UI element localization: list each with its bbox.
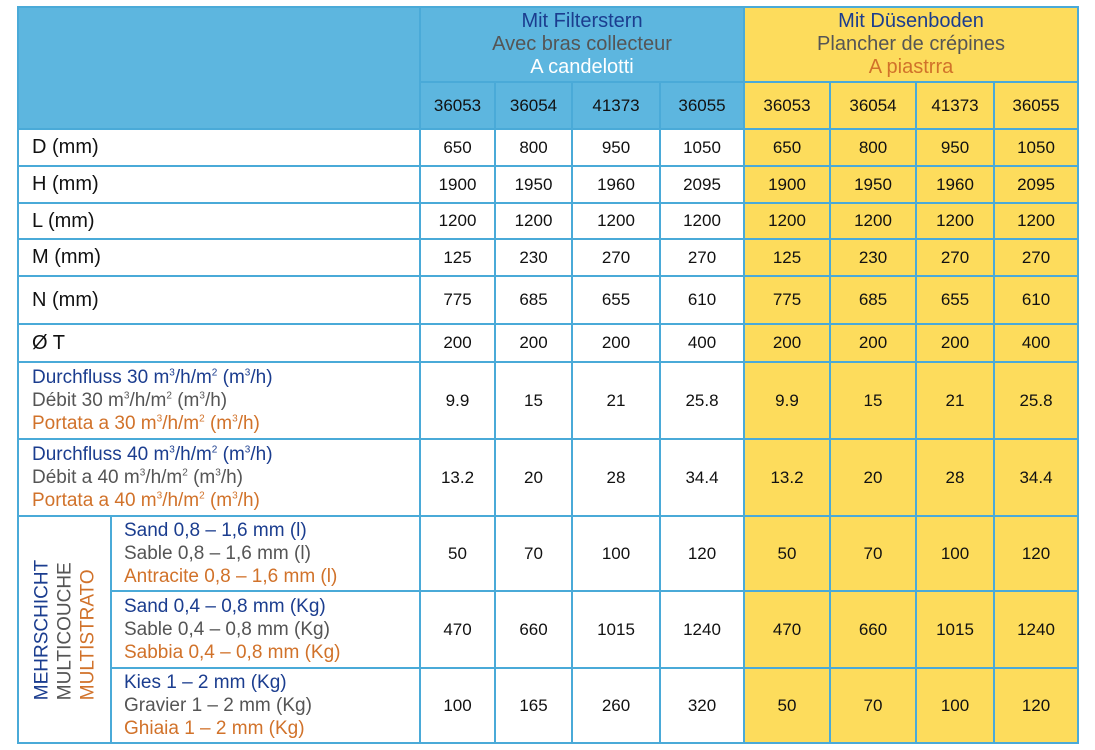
header-group-row: [18, 7, 1078, 82]
table-row: [18, 239, 1078, 276]
row-label: L (mm): [18, 203, 420, 239]
table-cell: 1050: [994, 129, 1078, 166]
row-label: H (mm): [18, 166, 420, 203]
table-cell: 200: [572, 324, 660, 362]
table-cell: 21: [572, 362, 660, 439]
table-cell: 200: [420, 324, 495, 362]
table-cell: 230: [830, 239, 916, 276]
table-row: [18, 324, 1078, 362]
table-cell: 1200: [830, 203, 916, 239]
table-cell: 1950: [495, 166, 572, 203]
table-cell: 165: [495, 668, 572, 743]
table-cell: 1200: [572, 203, 660, 239]
spec-table: [17, 6, 1079, 744]
row-label: M (mm): [18, 239, 420, 276]
table-cell: 25.8: [660, 362, 744, 439]
material-label-de: Sand 0,4 – 0,8 mm (Kg): [124, 596, 326, 617]
table-cell: 610: [660, 276, 744, 324]
multilayer-row: [18, 516, 1078, 591]
table-cell: 120: [994, 516, 1078, 591]
table-cell: 34.4: [994, 439, 1078, 516]
table-cell: 200: [830, 324, 916, 362]
group-label-de: Mit Düsenboden: [838, 10, 984, 32]
table-cell: 400: [660, 324, 744, 362]
table-cell: 1200: [495, 203, 572, 239]
table-cell: 200: [916, 324, 994, 362]
table-cell: 200: [495, 324, 572, 362]
table-row: [18, 276, 1078, 324]
flow-label-fr: Débit a 40 $m^3/h/m^2$ $(m^3/h)$: [32, 467, 243, 488]
multilayer-label-de: MEHRSCHICHT: [31, 559, 52, 700]
table-cell: 400: [994, 324, 1078, 362]
table-cell: 685: [830, 276, 916, 324]
table-cell: 2095: [660, 166, 744, 203]
table-cell: 800: [830, 129, 916, 166]
table-cell: 270: [660, 239, 744, 276]
table-cell: 70: [830, 668, 916, 743]
table-cell: 25.8: [994, 362, 1078, 439]
material-label: [111, 516, 420, 591]
flow-row: [18, 439, 1078, 516]
flow-label: [18, 439, 420, 516]
header-group-dusenboden: [744, 7, 1078, 82]
header-corner: [18, 7, 420, 129]
flow-row: [18, 362, 1078, 439]
flow-label-it: Portata a 30 $m^3/h/m^2$ $(m^3/h)$: [32, 413, 260, 434]
table-cell: 2095: [994, 166, 1078, 203]
group-label-fr: Plancher de crépines: [817, 33, 1005, 55]
table-cell: 800: [495, 129, 572, 166]
flow-label-de: Durchfluss 40 $m^3/h/m^2$ $(m^3/h)$: [32, 444, 273, 465]
table-cell: 775: [420, 276, 495, 324]
flow-label-fr: Débit 30 $m^3/h/m^2$ $(m^3/h)$: [32, 390, 228, 411]
model-code: 36053: [744, 82, 830, 129]
table-cell: 470: [420, 591, 495, 668]
group-label-de: Mit Filterstern: [521, 10, 643, 32]
table-cell: 950: [572, 129, 660, 166]
table-cell: 50: [420, 516, 495, 591]
table-cell: 1015: [572, 591, 660, 668]
table-cell: 15: [495, 362, 572, 439]
material-label-fr: Gravier 1 – 2 mm (Kg): [124, 695, 312, 716]
model-code: 36054: [495, 82, 572, 129]
table-cell: 50: [744, 668, 830, 743]
table-cell: 230: [495, 239, 572, 276]
table-cell: 15: [830, 362, 916, 439]
table-cell: 470: [744, 591, 830, 668]
table-cell: 655: [572, 276, 660, 324]
table-cell: 610: [994, 276, 1078, 324]
table-cell: 34.4: [660, 439, 744, 516]
material-label: [111, 668, 420, 743]
table-cell: 655: [916, 276, 994, 324]
table-cell: 120: [660, 516, 744, 591]
material-label-fr: Sable 0,8 – 1,6 mm (l): [124, 543, 311, 564]
table-cell: 21: [916, 362, 994, 439]
material-label-de: Kies 1 – 2 mm (Kg): [124, 672, 287, 693]
model-code: 36054: [830, 82, 916, 129]
table-cell: 650: [420, 129, 495, 166]
model-code: 41373: [916, 82, 994, 129]
flow-label: [18, 362, 420, 439]
table-cell: 1200: [994, 203, 1078, 239]
table-cell: 1960: [572, 166, 660, 203]
table-cell: 320: [660, 668, 744, 743]
row-label: D (mm): [18, 129, 420, 166]
table-cell: 1015: [916, 591, 994, 668]
table-cell: 13.2: [420, 439, 495, 516]
table-cell: 1900: [420, 166, 495, 203]
table-cell: 1240: [994, 591, 1078, 668]
table-cell: 685: [495, 276, 572, 324]
table-cell: 100: [916, 516, 994, 591]
table-cell: 660: [830, 591, 916, 668]
table-cell: 28: [572, 439, 660, 516]
table-cell: 28: [916, 439, 994, 516]
group-label-it: A piastrra: [868, 56, 954, 78]
material-label: [111, 591, 420, 668]
flow-label-de: Durchfluss 30 $m^3/h/m^2$ $(m^3/h)$: [32, 367, 273, 388]
table-cell: 50: [744, 516, 830, 591]
table-cell: 9.9: [420, 362, 495, 439]
table-cell: 1950: [830, 166, 916, 203]
table-cell: 270: [994, 239, 1078, 276]
table-cell: 1240: [660, 591, 744, 668]
table-cell: 660: [495, 591, 572, 668]
table-cell: 1960: [916, 166, 994, 203]
table-cell: 1050: [660, 129, 744, 166]
row-label: N (mm): [18, 276, 420, 324]
material-label-it: Ghiaia 1 – 2 mm (Kg): [124, 718, 305, 739]
table-cell: 200: [744, 324, 830, 362]
table-cell: 270: [916, 239, 994, 276]
model-code: 36053: [420, 82, 495, 129]
table-cell: 20: [495, 439, 572, 516]
group-label-it: A candelotti: [530, 56, 634, 78]
table-cell: 13.2: [744, 439, 830, 516]
group-label-fr: Avec bras collecteur: [492, 33, 672, 55]
table-cell: 950: [916, 129, 994, 166]
table-row: [18, 129, 1078, 166]
table-cell: 120: [994, 668, 1078, 743]
multilayer-label-it: MULTISTRATO: [77, 568, 98, 700]
table-cell: 100: [420, 668, 495, 743]
material-label-de: Sand 0,8 – 1,6 mm (l): [124, 520, 307, 541]
table-row: [18, 166, 1078, 203]
table-cell: 1200: [744, 203, 830, 239]
table-cell: 1900: [744, 166, 830, 203]
table-cell: 100: [916, 668, 994, 743]
multilayer-label-fr: MULTICOUCHE: [54, 561, 75, 700]
table-cell: 270: [572, 239, 660, 276]
table-cell: 70: [830, 516, 916, 591]
multilayer-row: [18, 668, 1078, 743]
spec-table-container: [17, 6, 1079, 744]
table-cell: 125: [420, 239, 495, 276]
table-cell: 650: [744, 129, 830, 166]
material-label-it: Antracite 0,8 – 1,6 mm (l): [124, 566, 338, 587]
model-code: 36055: [994, 82, 1078, 129]
table-cell: 125: [744, 239, 830, 276]
header-group-filterstern: [420, 7, 744, 82]
model-code: 36055: [660, 82, 744, 129]
table-cell: 1200: [916, 203, 994, 239]
model-code: 41373: [572, 82, 660, 129]
table-cell: 100: [572, 516, 660, 591]
material-label-it: Sabbia 0,4 – 0,8 mm (Kg): [124, 642, 341, 663]
table-row: [18, 203, 1078, 239]
flow-label-it: Portata a 40 $m^3/h/m^2$ $(m^3/h)$: [32, 490, 260, 511]
table-cell: 70: [495, 516, 572, 591]
table-cell: 1200: [660, 203, 744, 239]
row-label: Ø T: [18, 324, 420, 362]
table-cell: 20: [830, 439, 916, 516]
material-label-fr: Sable 0,4 – 0,8 mm (Kg): [124, 619, 330, 640]
table-cell: 775: [744, 276, 830, 324]
table-cell: 260: [572, 668, 660, 743]
multilayer-row: [18, 591, 1078, 668]
table-cell: 1200: [420, 203, 495, 239]
multilayer-label: [18, 516, 111, 743]
table-cell: 9.9: [744, 362, 830, 439]
